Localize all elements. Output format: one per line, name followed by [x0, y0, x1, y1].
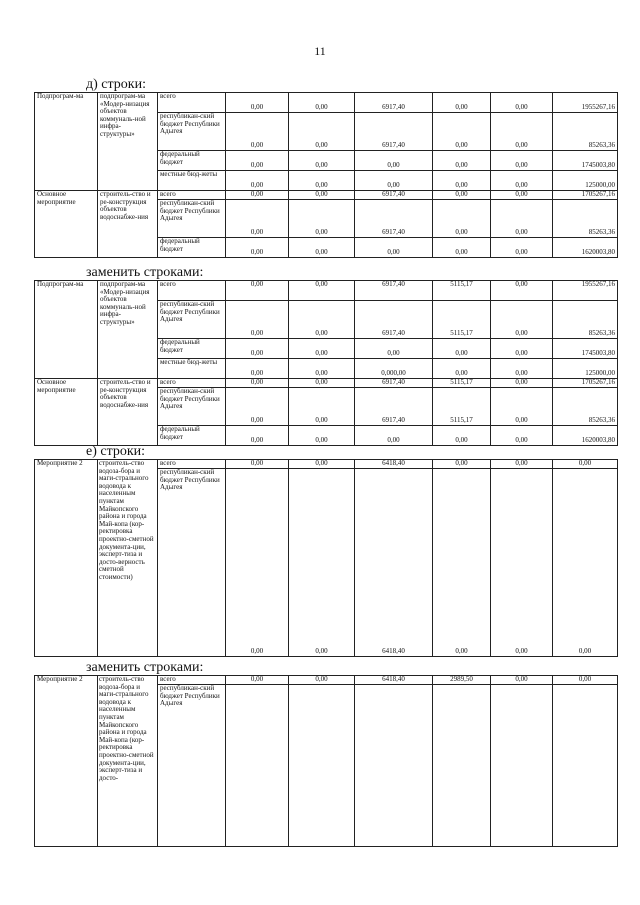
value-cell: 0,00 — [289, 460, 355, 469]
row-type: Подпрограм-ма — [35, 93, 98, 191]
value-cell: 0,00 — [433, 359, 491, 379]
value-cell: 0,000,00 — [355, 359, 433, 379]
value-cell: 6917,40 — [355, 191, 433, 200]
value-cell: 0,00 — [491, 469, 553, 657]
funding-source: местные бюд-жеты — [158, 171, 226, 191]
funding-source: всего — [158, 460, 226, 469]
value-cell: 0,00 — [226, 171, 289, 191]
value-cell: 0,00 — [433, 151, 491, 171]
section-heading-replace-2: заменить строками: — [86, 660, 204, 675]
value-cell: 0,00 — [289, 301, 355, 339]
funding-source: всего — [158, 379, 226, 388]
row-description: строитель-ство и ре-конструкция объектов водоснабже-ния — [98, 191, 158, 258]
value-cell: 6917,40 — [355, 301, 433, 339]
value-cell: 1620003,80 — [553, 426, 618, 446]
value-cell: 6917,40 — [355, 200, 433, 238]
funding-source: республикан-ский бюджет Республики Адыгея — [158, 388, 226, 426]
value-cell: 0,00 — [226, 469, 289, 657]
value-cell: 0,00 — [226, 359, 289, 379]
value-cell: 0,00 — [433, 426, 491, 446]
value-cell: 0,00 — [553, 469, 618, 657]
value-cell: 0,00 — [289, 359, 355, 379]
value-cell: 6917,40 — [355, 388, 433, 426]
table-row — [35, 460, 618, 469]
value-cell: 0,00 — [226, 460, 289, 469]
value-cell — [226, 685, 289, 847]
value-cell — [289, 685, 355, 847]
row-type: Основное мероприятие — [35, 191, 98, 258]
value-cell: 2989,50 — [433, 676, 491, 685]
value-cell: 0,00 — [226, 379, 289, 388]
value-cell: 0,00 — [226, 426, 289, 446]
value-cell: 0,00 — [226, 281, 289, 301]
value-cell: 0,00 — [433, 238, 491, 258]
value-cell: 0,00 — [226, 93, 289, 113]
funding-source: республикан-ский бюджет Республики Адыгея — [158, 113, 226, 151]
value-cell: 1955267,16 — [553, 93, 618, 113]
value-cell: 0,00 — [289, 339, 355, 359]
funding-source: федеральный бюджет — [158, 151, 226, 171]
value-cell: 0,00 — [433, 469, 491, 657]
value-cell: 1745003,80 — [553, 339, 618, 359]
value-cell: 0,00 — [433, 339, 491, 359]
value-cell: 0,00 — [226, 388, 289, 426]
value-cell: 0,00 — [289, 426, 355, 446]
row-description: подпрограм-ма «Модер-низация объектов коммуналь-ной инфра-структуры» — [98, 93, 158, 191]
value-cell: 0,00 — [433, 93, 491, 113]
value-cell: 0,00 — [491, 171, 553, 191]
table-row — [35, 281, 618, 301]
funding-source: всего — [158, 676, 226, 685]
funding-source: всего — [158, 93, 226, 113]
section-heading-d: д) строки: — [86, 77, 146, 92]
row-type: Мероприятие 2 — [35, 676, 98, 847]
value-cell: 0,00 — [355, 171, 433, 191]
value-cell: 0,00 — [355, 151, 433, 171]
value-cell — [355, 685, 433, 847]
value-cell: 1745003,80 — [553, 151, 618, 171]
table-section-e — [34, 459, 618, 657]
row-type: Подпрограм-ма — [35, 281, 98, 379]
funding-source: федеральный бюджет — [158, 426, 226, 446]
funding-source: республикан-ский бюджет Республики Адыгея — [158, 301, 226, 339]
funding-source: местные бюд-жеты — [158, 359, 226, 379]
section-heading-e: е) строки: — [86, 444, 146, 459]
value-cell: 0,00 — [289, 676, 355, 685]
value-cell: 85263,36 — [553, 388, 618, 426]
row-description: подпрограм-ма «Модер-низация объектов коммуналь-ной инфра-структуры» — [98, 281, 158, 379]
value-cell: 0,00 — [226, 151, 289, 171]
funding-source: республикан-ский бюджет Республики Адыгея — [158, 200, 226, 238]
value-cell: 1705267,16 — [553, 379, 618, 388]
funding-source: республикан-ский бюджет Республики Адыгея — [158, 469, 226, 657]
value-cell: 0,00 — [433, 460, 491, 469]
value-cell: 1955267,16 — [553, 281, 618, 301]
row-description: строитель-ство водоза-бора и маги-стрального водовода к населенным пунктам Майкопского района и города Май-копа (кор-ректировка проектно-сметной документа-ции, эксперт-тиза и досто-верность сметной стоимости) — [98, 460, 158, 657]
value-cell: 0,00 — [289, 191, 355, 200]
table-section-replace-1 — [34, 280, 618, 446]
value-cell: 1705267,16 — [553, 191, 618, 200]
value-cell: 1620003,80 — [553, 238, 618, 258]
value-cell: 0,00 — [491, 113, 553, 151]
value-cell: 125000,00 — [553, 359, 618, 379]
value-cell: 0,00 — [553, 460, 618, 469]
value-cell: 0,00 — [289, 281, 355, 301]
value-cell — [433, 685, 491, 847]
value-cell: 0,00 — [355, 339, 433, 359]
value-cell: 0,00 — [491, 238, 553, 258]
value-cell: 0,00 — [491, 339, 553, 359]
value-cell: 0,00 — [289, 93, 355, 113]
value-cell: 85263,36 — [553, 200, 618, 238]
value-cell: 125000,00 — [553, 171, 618, 191]
value-cell: 5115,17 — [433, 281, 491, 301]
value-cell: 0,00 — [355, 238, 433, 258]
value-cell: 6917,40 — [355, 113, 433, 151]
value-cell: 0,00 — [491, 676, 553, 685]
value-cell: 85263,36 — [553, 301, 618, 339]
value-cell: 5115,17 — [433, 388, 491, 426]
table-row — [35, 379, 618, 388]
value-cell: 0,00 — [491, 281, 553, 301]
funding-source: всего — [158, 191, 226, 200]
funding-source: всего — [158, 281, 226, 301]
value-cell: 0,00 — [491, 93, 553, 113]
funding-source: федеральный бюджет — [158, 339, 226, 359]
table-row — [35, 191, 618, 200]
value-cell: 0,00 — [553, 676, 618, 685]
value-cell: 0,00 — [355, 426, 433, 446]
value-cell: 6917,40 — [355, 281, 433, 301]
value-cell: 85263,36 — [553, 113, 618, 151]
value-cell: 0,00 — [289, 238, 355, 258]
value-cell: 0,00 — [226, 676, 289, 685]
value-cell: 0,00 — [491, 191, 553, 200]
value-cell: 0,00 — [433, 200, 491, 238]
value-cell: 0,00 — [226, 113, 289, 151]
value-cell: 0,00 — [226, 200, 289, 238]
value-cell: 0,00 — [491, 200, 553, 238]
table-section-d — [34, 92, 618, 258]
value-cell: 5115,17 — [433, 301, 491, 339]
table-section-replace-2 — [34, 675, 618, 847]
value-cell: 6418,40 — [355, 469, 433, 657]
value-cell: 0,00 — [491, 426, 553, 446]
section-heading-replace-1: заменить строками: — [86, 265, 204, 280]
table-row — [35, 93, 618, 113]
value-cell: 0,00 — [226, 339, 289, 359]
value-cell: 0,00 — [289, 151, 355, 171]
value-cell: 5115,17 — [433, 379, 491, 388]
value-cell: 0,00 — [226, 301, 289, 339]
table-row — [35, 676, 618, 685]
value-cell: 0,00 — [433, 113, 491, 151]
row-description: строитель-ство водоза-бора и маги-стрального водовода к населенным пунктам Майкопского района и города Май-копа (кор-ректировка проектно-сметной документа-ции, эксперт-тиза и досто- — [98, 676, 158, 847]
value-cell: 0,00 — [289, 469, 355, 657]
row-description: строитель-ство и ре-конструкция объектов водоснабже-ния — [98, 379, 158, 446]
value-cell: 0,00 — [289, 388, 355, 426]
value-cell: 0,00 — [289, 200, 355, 238]
value-cell: 0,00 — [491, 151, 553, 171]
value-cell: 0,00 — [289, 379, 355, 388]
value-cell: 6917,40 — [355, 93, 433, 113]
value-cell — [491, 685, 553, 847]
value-cell: 6418,40 — [355, 676, 433, 685]
value-cell: 0,00 — [491, 379, 553, 388]
value-cell: 0,00 — [289, 171, 355, 191]
row-type: Основное мероприятие — [35, 379, 98, 446]
value-cell: 0,00 — [226, 238, 289, 258]
funding-source: республикан-ский бюджет Республики Адыгея — [158, 685, 226, 847]
page-number: 11 — [314, 44, 326, 58]
value-cell: 0,00 — [491, 460, 553, 469]
value-cell: 0,00 — [491, 359, 553, 379]
value-cell: 0,00 — [433, 191, 491, 200]
value-cell — [553, 685, 618, 847]
value-cell: 0,00 — [491, 388, 553, 426]
value-cell: 0,00 — [491, 301, 553, 339]
value-cell: 0,00 — [289, 113, 355, 151]
value-cell: 6418,40 — [355, 460, 433, 469]
funding-source: федеральный бюджет — [158, 238, 226, 258]
row-type: Мероприятие 2 — [35, 460, 98, 657]
value-cell: 0,00 — [226, 191, 289, 200]
value-cell: 6917,40 — [355, 379, 433, 388]
value-cell: 0,00 — [433, 171, 491, 191]
